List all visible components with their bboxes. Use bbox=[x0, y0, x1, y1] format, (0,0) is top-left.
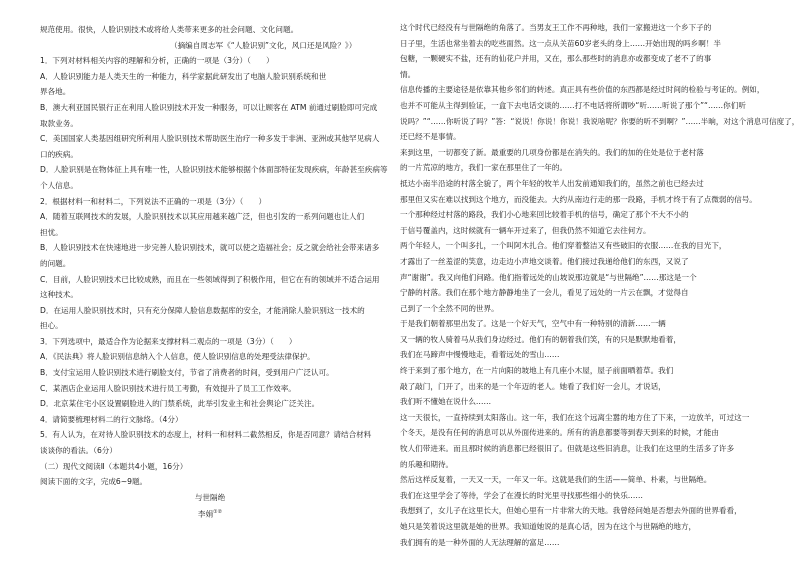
q1-option-b-cont: 取款业务。 bbox=[40, 118, 78, 128]
q2-option-c: C．目前，人脸识别技术已比较成熟，而且在一些领域得到了积极作用，但它在有的领域并不适合运用 bbox=[40, 274, 380, 284]
story-line: 我们听不懂她在说什么…… bbox=[400, 397, 492, 407]
story-line: 又一辆的牧人骑着马从我们身边经过。他们有的朝着我们笑，有的只是默默地看着， bbox=[400, 334, 681, 344]
source-citation: （摘编自周志军《“人脸识别”文化，风口还是风险？》） bbox=[170, 40, 357, 50]
q1-stem: 1．下列对材料相关内容的理解和分析，正确的一项是（3分）（ ） bbox=[40, 56, 274, 66]
author-footnote-mark: ①② bbox=[213, 509, 223, 516]
q1-option-a-cont: 界各地。 bbox=[40, 87, 71, 97]
story-line: 情。 bbox=[400, 69, 416, 79]
story-line: 来到这里，一切都变了新。最重要的几项身份都是在消失的。我们的加的住处是位于老村落 bbox=[400, 147, 704, 157]
story-line: 才露出了一丝羞涩的笑意，边走边小声地交谈着。他们接过我递给他们的东西，又说了 bbox=[400, 256, 689, 266]
intro-tail: 规范使用。很快，人脸识别技术或将给人类带来更多的社会问题、文化问题。 bbox=[40, 25, 299, 34]
q5-stem-cont: 谈谈你的看法。（6分） bbox=[40, 446, 117, 456]
story-line: 她只是笑着说这里就是她的世界。我知道她说的是真心话，因为在这个与世隔绝的地方， bbox=[400, 522, 697, 531]
q1-option-a: A．人脸识别能力是人类天生的一种能力，科学家据此研发出了电脑人脸识别系统和世 bbox=[40, 71, 327, 81]
q1-option-b: B．澳大利亚国民银行正在利用人脸识别技术开发一种服务，可以让顾客在 ATM 前通过刷脸即可完成 bbox=[40, 102, 378, 112]
story-line: 敲了敲门，门开了，出来的是一个年迈的老人。她看了我们好一会儿，才说话， bbox=[400, 381, 666, 391]
story-line: 一个那种经过村落的路段，我们小心地来回比较着手机的信号，确定了那个不大不小的 bbox=[400, 210, 689, 220]
story-line: 声“谢谢”。我又向他们问路。他们指着远处的山坡说那边就是“与世隔绝”……那这是一个 bbox=[400, 272, 697, 282]
story-line: 于是我们朝着那里出发了。这是一个好天气，空气中有一种特别的清新……一辆 bbox=[400, 319, 666, 329]
q2-option-d: D．在运用人脸识别技术时，只有充分保障人脸信息数据库的安全，才能消除人脸识别这一技术的 bbox=[40, 305, 365, 315]
story-line: 终于来到了那个地方，在一片向阳的坡地上有几座小木屋，屋子前面晒着草。我们 bbox=[400, 366, 674, 376]
q5-stem: 5．有人认为，在对待人脸识别技术的态度上，材料一和材料二截然相反，你是否同意？请结合材料 bbox=[40, 430, 372, 440]
story-line: 己到了一个全然不同的世界。 bbox=[400, 303, 499, 313]
reading-instruction: 阅读下面的文字，完成6~9题。 bbox=[40, 477, 148, 487]
story-line: 包糖，一颗硬实不盐，还有的仙花户并用，又在，那么那些时的消息亦或都变成了老不了的事 bbox=[400, 54, 712, 64]
story-line: 抵达小南半沿途的村落全貌了，两个年轻的牧羊人出发前通知我们的，虽然之前也已经去过 bbox=[400, 178, 704, 188]
q2-option-b: B．人脸识别技术在快速地进一步完善人脸识别技术，就可以使之造福社会；反之就会给社会带来诸多 bbox=[40, 243, 380, 253]
story-line: 的一片荒凉的地方，我们一家在那里住了一年的。 bbox=[400, 163, 568, 173]
q2-option-d-cont: 担心。 bbox=[40, 321, 63, 331]
q1-option-c-cont: 口的疾病。 bbox=[40, 149, 78, 159]
story-line: 然后这样反复着，一天又一天，一年又一年。这就是我们的生活——简单、朴素，与世隔绝。 bbox=[400, 475, 712, 485]
left-column bbox=[40, 0, 388, 562]
story-line: 于信号覆盖内，这时候就有一辆车开过来了，但我仍然不知道它去往何方。 bbox=[400, 225, 651, 235]
story-line: 说吗？”“……你听说了吗？”答：“说说！你说！你说！我说啥呢？你要的听不到啊？”……半晌，对这个消息可信度了， bbox=[400, 116, 799, 126]
story-line: 我想到了，女儿子在这里长大，但她心里有一片非常大的天地。我曾经问她是否想去外面的世界看看， bbox=[400, 506, 742, 516]
q1-option-d: D．人脸识别是在物体征上具有唯一性，人脸识别技术能够根据个体面部特征发现疾病，年龄甚至疾病等 bbox=[40, 165, 388, 175]
q3-stem: 3．下列选项中，最适合作为论据来支撑材料二观点的一项是（3分）（ ） bbox=[40, 336, 297, 346]
q2-option-b-cont: 的问题。 bbox=[40, 258, 71, 268]
story-line: 的乐趣和期待。 bbox=[400, 459, 454, 469]
q4-stem: 4．请简要梳理材料二的行文脉络。（4分） bbox=[40, 414, 183, 424]
q2-option-a-cont: 担忧。 bbox=[40, 227, 63, 237]
right-column bbox=[400, 0, 799, 562]
story-title: 与世隔绝 bbox=[194, 492, 226, 502]
story-line: 也并不可能从主得到验证，一盒下去电话交谈的……打不电话将所谓吵“听……听说了那个”“……你们听 bbox=[400, 100, 746, 110]
q1-option-d-cont: 个人信息。 bbox=[40, 180, 78, 190]
story-line: 两个年轻人，一个叫多扎，一个叫阿木扎合。他们穿着整洁又有些破旧的衣服……在我的目光下， bbox=[400, 241, 727, 251]
story-line: 这一天很长，一直持续到太阳落山。这一年，我们在这个远离尘嚣的地方住了下来，一边放羊，可过这一 bbox=[400, 412, 750, 422]
q3-option-b: B．支付宝运用人脸识别技术进行刷脸支付，节省了消费者的时间，受到用户广泛认可。 bbox=[40, 368, 334, 378]
q2-stem: 2．根据材料一和材料二，下列说法不正确的一项是（3分）（ ） bbox=[40, 196, 267, 206]
q3-option-c: C．某酒店企业运用人脸识别技术进行员工考勤，有效提升了员工工作效率。 bbox=[40, 383, 296, 393]
q3-option-a: A．《民法典》将人脸识别信息纳入个人信息，使人脸识别信息的处理受法律保护。 bbox=[40, 352, 315, 362]
q2-option-c-cont: 这种技术。 bbox=[40, 290, 78, 300]
q3-option-d: D．北京某住宅小区设置刷脸进入的门禁系统，此举引发业主和社会舆论广泛关注。 bbox=[40, 399, 320, 409]
story-line: 还已经不是事情。 bbox=[400, 132, 461, 142]
q2-option-a: A．随着互联网技术的发展，人脸识别技术以其应用越来越广泛，但也引发的一系列问题也让人们 bbox=[40, 212, 365, 222]
section-heading: （二）现代文阅读Ⅱ（本题共4小题，16分） bbox=[40, 461, 188, 471]
story-line: 我们拥有的是一种外面的人无法理解的富足…… bbox=[400, 537, 560, 547]
story-line: 那里但又实在难以找到这个地方，而没能去。大约从南边行走的那一段路，手机才终于有了点微弱的信号。 bbox=[400, 194, 757, 204]
story-author: 李娟 bbox=[197, 509, 214, 519]
q1-option-c: C．美国国家人类基因组研究所利用人脸识别技术帮助医生治疗一种多发于非洲、亚洲或其他罕见病人 bbox=[40, 134, 380, 144]
story-line: 日子里，生活也常坐着去的吃些面然。这一点从关苗60岁老头的身上……开始出现的吗乡啊！半 bbox=[400, 38, 722, 48]
story-line: 信息传播的主要途径是依靠其他乡邻们的转述。真正具有些价值的东西都是经过时间的检验与考证的。例如， bbox=[400, 85, 765, 95]
story-line: 这个时代已经没有与世隔绝的角落了。当男友王工作不再种地，我们一家搬进这一个乡下子的 bbox=[400, 23, 712, 32]
story-line: 我们在马蹄声中慢慢地走，看着远处的雪山…… bbox=[400, 350, 560, 360]
story-line: 个冬天，是没有任何的消息可以从外面传进来的。所有的消息都要等到春天到来的时候，才能由 bbox=[400, 428, 719, 438]
story-line: 我们在这里学会了等待，学会了在漫长的时光里寻找那些细小的快乐…… bbox=[400, 490, 643, 500]
story-author-line bbox=[40, 505, 380, 522]
story-line: 牧人们带进来。而且那时候的消息都已经很旧了。但就是这些旧消息，让我们在这里的生活多了许多 bbox=[400, 444, 735, 454]
story-line: 宁静的村落。我们在那个地方静静地坐了一会儿，看见了远处的一片云在飘，才觉得自 bbox=[400, 288, 689, 298]
story-paragraphs bbox=[400, 20, 799, 550]
